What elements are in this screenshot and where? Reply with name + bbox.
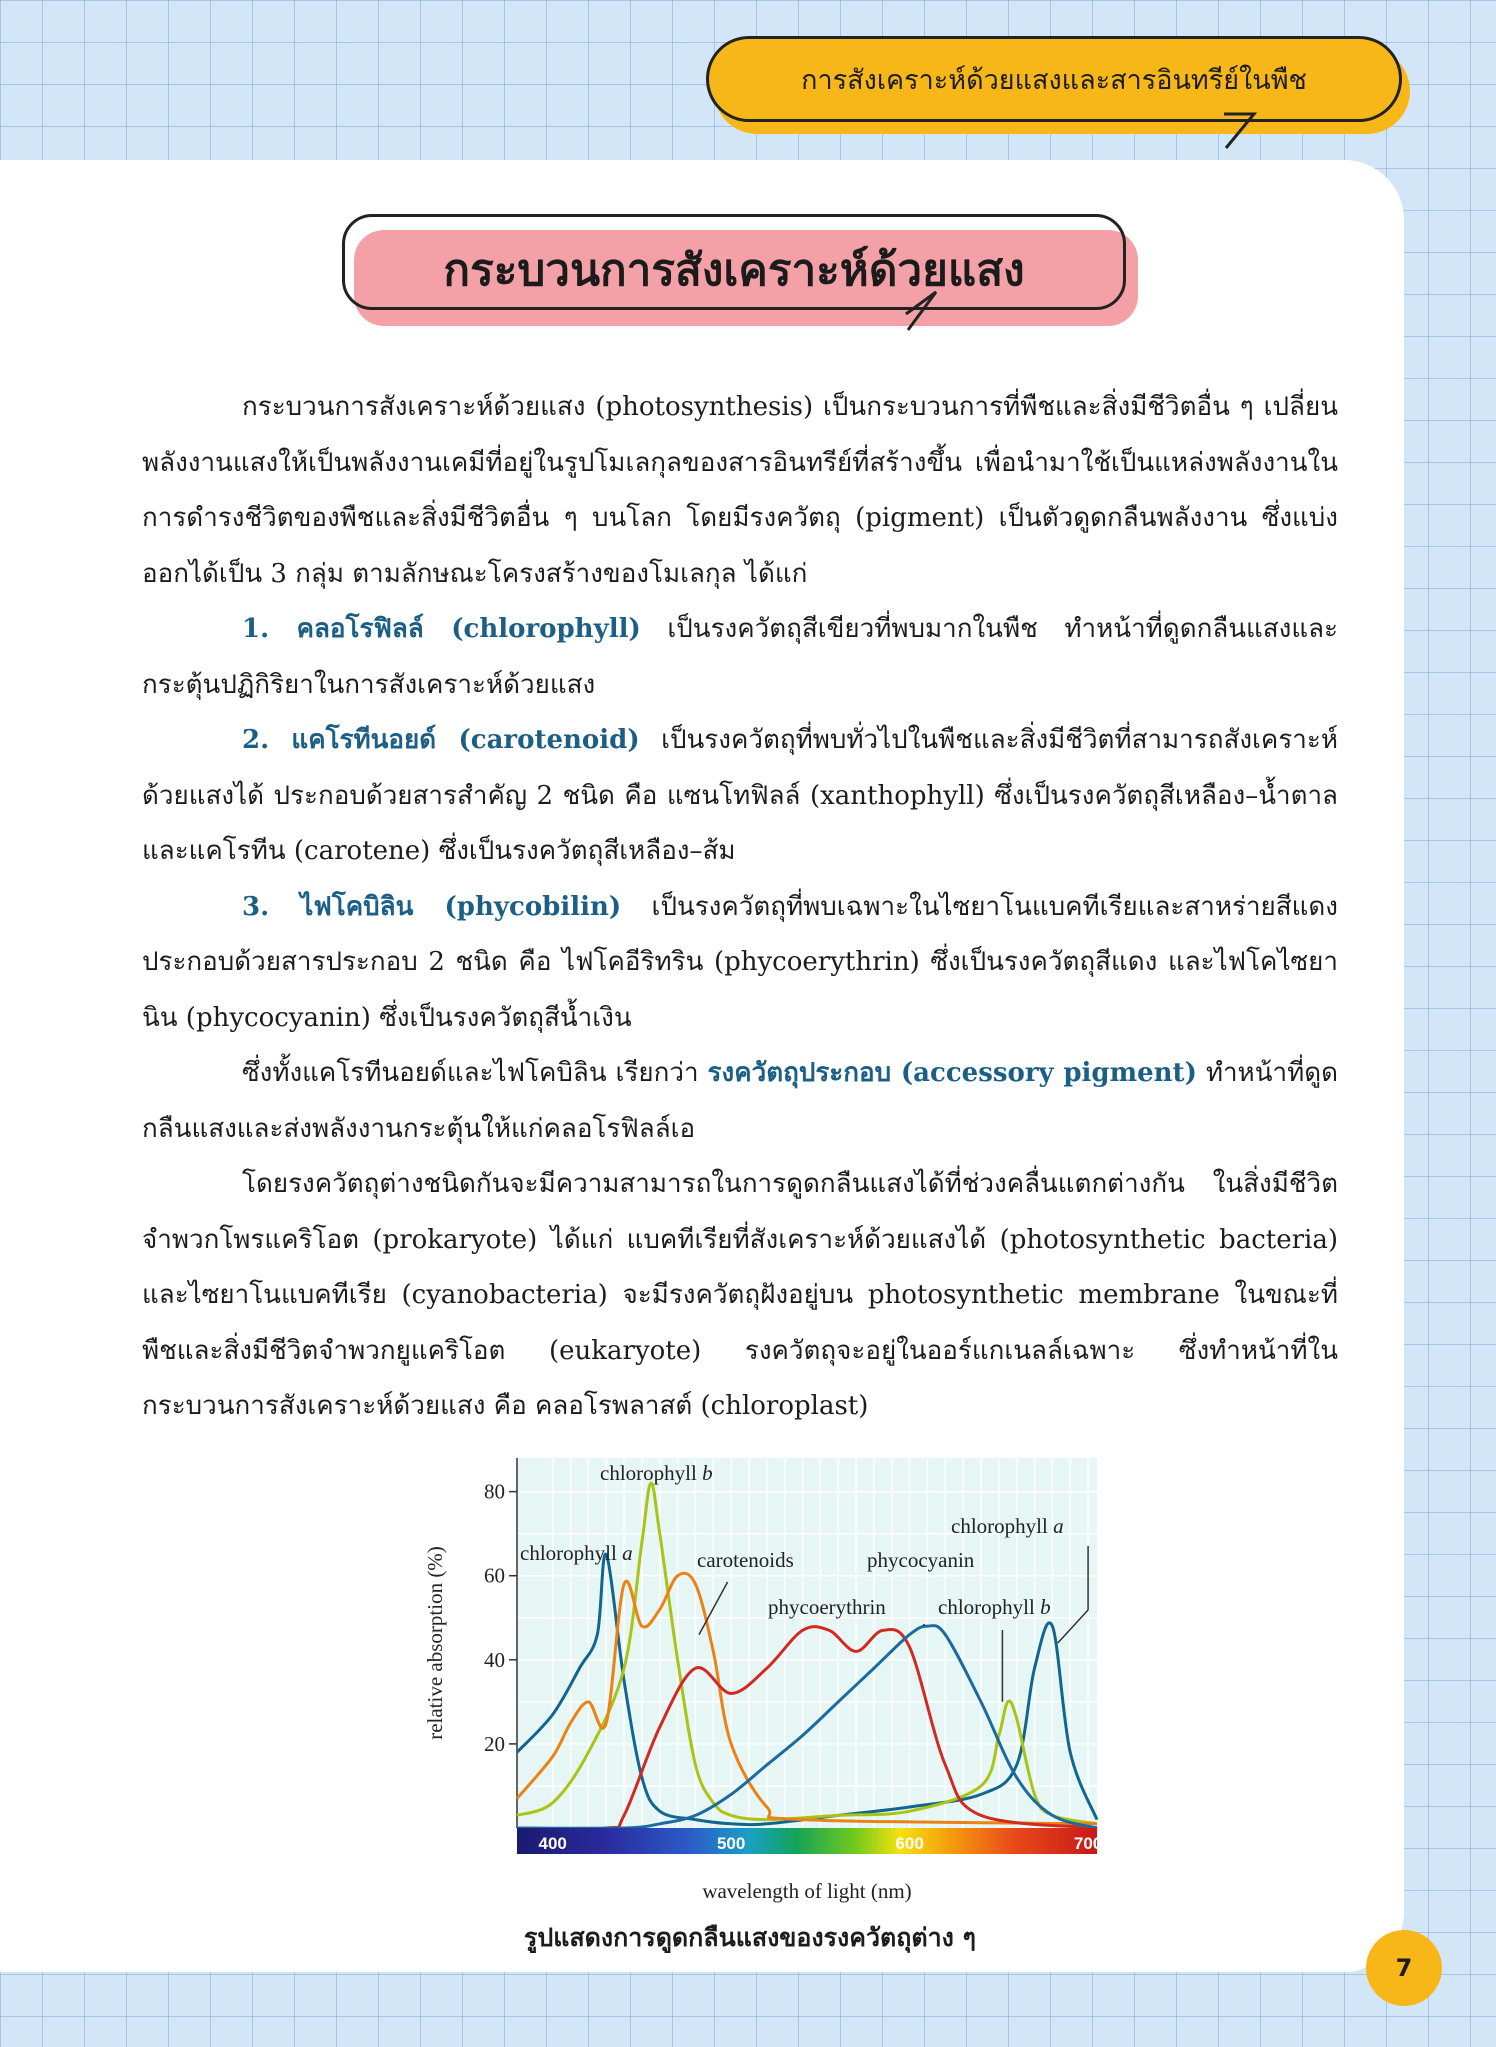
y-tick-label: 20	[484, 1731, 505, 1756]
paragraph-accessory-pigment	[142, 1046, 1338, 1157]
x-tick-label: 600	[895, 1834, 924, 1853]
paragraph-intro: กระบวนการสังเคราะห์ด้วยแสง (photosynthesis) เป็นกระบวนการที่พืชและสิ่งมีชีวิตอื่น ๆ เปลี่ยนพลังงานแสงให้เป็นพลังงานเคมีที่อยู่ในรูปโมเลกุลของสารอินทรีย์ที่สร้างขึ้น เพื่อนำมาใช้เป็นแหล่งพลังงานในการดำรงชีวิตของพืชและสิ่งมีชีวิตอื่น ๆ บนโลก โดยมีรงควัตถุ (pigment) เป็นตัวดูดกลืนพลังงาน ซึ่งแบ่งออกได้เป็น 3 กลุ่ม ตามลักษณะโครงสร้างของโมเลกุล ได้แก่	[142, 392, 1338, 589]
spectrum-bar	[517, 1828, 1097, 1854]
term-accessory-pigment: รงควัตถุประกอบ (accessory pigment)	[707, 1058, 1197, 1088]
desc-carotenoid: เป็นรงควัตถุที่พบทั่วไปในพืชและสิ่งมีชีวิตที่สามารถสังเคราะห์ด้วยแสงได้ ประกอบด้วยสารสำคัญ 2 ชนิด คือ แซนโทฟิลล์ (xanthophyll) ซึ่งเป็นรงควัตถุสีเหลือง–น้ำตาล และแคโรทีน (carotene) ซึ่งเป็นรงควัตถุสีเหลือง–ส้ม	[142, 725, 1338, 866]
label-phycoerythrin: phycoerythrin	[768, 1595, 886, 1619]
header-tab	[706, 36, 1402, 122]
absorption-chart-svg	[410, 1450, 1110, 1910]
ann6-main: chlorophyll	[938, 1595, 1041, 1619]
accessory-post: ทำหน้าที่ดูดกลืนแสงและส่งพลังงานกระตุ้นให้แก่คลอโรฟิลล์เอ	[142, 1058, 1338, 1144]
desc-phycobilin: เป็นรงควัตถุที่พบเฉพาะในไซยาโนแบคทีเรียและสาหร่ายสีแดง ประกอบด้วยสารประกอบ 2 ชนิด คือ ไฟโคอีริทริน (phycoerythrin) ซึ่งเป็นรงควัตถุสีแดง และไฟโคไซยานิน (phycocyanin) ซึ่งเป็นรงควัตถุสีน้ำเงิน	[142, 891, 1338, 1033]
page-number: 7	[1366, 1930, 1442, 2006]
figure-caption: รูปแสดงการดูดกลืนแสงของรงควัตถุต่าง ๆ	[523, 1923, 976, 1952]
y-axis-label: relative absorption (%)	[423, 1546, 447, 1740]
section-title-pointer	[900, 290, 980, 335]
section-title: กระบวนการสังเคราะห์ด้วยแสง	[443, 245, 1025, 296]
y-tick-label: 60	[484, 1563, 505, 1588]
ann1-main: chlorophyll	[520, 1541, 623, 1565]
paragraph-chlorophyll	[142, 602, 1338, 713]
term-carotenoid: 2. แคโรทีนอยด์ (carotenoid)	[242, 725, 640, 755]
accessory-pre: ซึ่งทั้งแคโรทีนอยด์และไฟโคบิลิน เรียกว่า	[242, 1058, 708, 1088]
y-tick-label: 80	[484, 1479, 505, 1504]
ann1-letter: a	[622, 1541, 633, 1565]
y-tick-label: 40	[484, 1647, 505, 1672]
ann5-letter: a	[1053, 1514, 1064, 1538]
label-chlorophyll-a-left	[520, 1541, 633, 1565]
x-axis-label: wavelength of light (nm)	[702, 1879, 912, 1903]
ann5-main: chlorophyll	[951, 1514, 1054, 1538]
paragraph-phycobilin	[142, 880, 1338, 1047]
term-chlorophyll: 1. คลอโรฟิลล์ (chlorophyll)	[242, 614, 641, 644]
label-chlorophyll-b-right	[938, 1595, 1051, 1619]
label-phycocyanin: phycocyanin	[867, 1548, 975, 1572]
ann6-letter: b	[1040, 1595, 1051, 1619]
label-carotenoids: carotenoids	[697, 1548, 794, 1572]
header-tab-pointer	[1220, 110, 1280, 155]
desc-chlorophyll: เป็นรงควัตถุสีเขียวที่พบมากในพืช ทำหน้าที่ดูดกลืนแสงและกระตุ้นปฏิกิริยาในการสังเคราะห์ด้วยแสง	[142, 614, 1338, 700]
term-phycobilin: 3. ไฟโคบิลิน (phycobilin)	[242, 891, 622, 922]
paragraph-pigment-location: โดยรงควัตถุต่างชนิดกันจะมีความสามารถในการดูดกลืนแสงได้ที่ช่วงคลื่นแตกต่างกัน ในสิ่งมีชีวิตจำพวกโพรแคริโอต (prokaryote) ได้แก่ แบคทีเรียที่สังเคราะห์ด้วยแสงได้ (photosynthetic bacteria) และไซยาโนแบคทีเรีย (cyanobacteria) จะมีรงควัตถุฝังอยู่บน photosynthetic membrane ในขณะที่พืชและสิ่งมีชีวิตจำพวกยูแคริโอต (eukaryote) รงควัตถุจะอยู่ในออร์แกเนลล์เฉพาะ ซึ่งทำหน้าที่ในกระบวนการสังเคราะห์ด้วยแสง คือ คลอโรพลาสต์ (chloroplast)	[142, 1169, 1338, 1421]
x-tick-label: 400	[538, 1834, 567, 1853]
header-tab-title: การสังเคราะห์ด้วยแสงและสารอินทรีย์ในพืช	[801, 64, 1307, 96]
x-tick-label: 500	[716, 1834, 746, 1853]
paragraph-carotenoid	[142, 713, 1338, 880]
ann0-letter: b	[702, 1461, 713, 1485]
body-text	[142, 380, 1338, 1435]
label-chlorophyll-a-right	[951, 1514, 1064, 1538]
ann0-main: chlorophyll	[600, 1461, 703, 1485]
label-chlorophyll-b-top	[600, 1461, 713, 1485]
absorption-chart	[410, 1450, 1110, 1910]
x-tick-label: 700	[1073, 1834, 1103, 1853]
